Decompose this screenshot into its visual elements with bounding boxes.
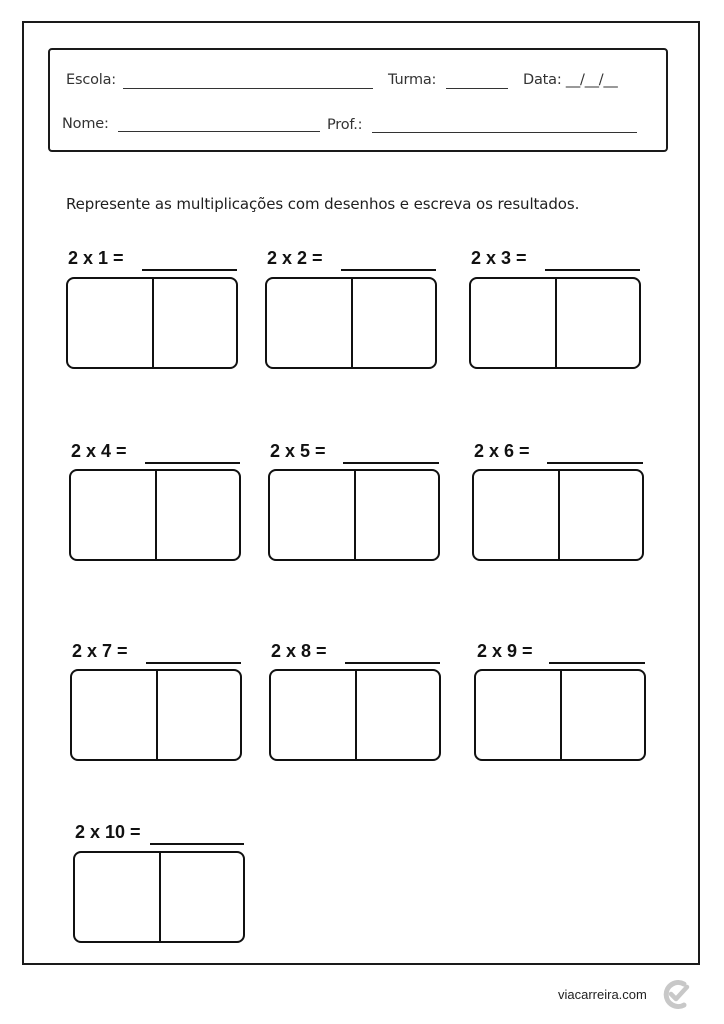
turma-label: Turma: bbox=[388, 72, 437, 88]
exercise-label-1: 2 x 1 = bbox=[68, 248, 124, 268]
answer-line-10[interactable] bbox=[150, 843, 244, 845]
drawing-box-6[interactable] bbox=[472, 469, 644, 561]
drawing-box-1[interactable] bbox=[66, 277, 238, 369]
answer-line-8[interactable] bbox=[345, 662, 440, 664]
answer-line-5[interactable] bbox=[343, 462, 439, 464]
drawing-box-7[interactable] bbox=[70, 669, 242, 761]
answer-line-3[interactable] bbox=[545, 269, 640, 271]
box-divider bbox=[354, 471, 356, 559]
drawing-box-5[interactable] bbox=[268, 469, 440, 561]
turma-field[interactable] bbox=[446, 88, 508, 89]
drawing-box-2[interactable] bbox=[265, 277, 437, 369]
answer-line-2[interactable] bbox=[341, 269, 436, 271]
escola-field[interactable] bbox=[123, 88, 373, 89]
exercise-label-9: 2 x 9 = bbox=[477, 641, 533, 661]
answer-line-6[interactable] bbox=[547, 462, 643, 464]
exercise-label-8: 2 x 8 = bbox=[271, 641, 327, 661]
answer-line-1[interactable] bbox=[142, 269, 237, 271]
drawing-box-3[interactable] bbox=[469, 277, 641, 369]
drawing-box-10[interactable] bbox=[73, 851, 245, 943]
exercise-label-3: 2 x 3 = bbox=[471, 248, 527, 268]
nome-field[interactable] bbox=[118, 131, 320, 132]
exercise-label-2: 2 x 2 = bbox=[267, 248, 323, 268]
prof-field[interactable] bbox=[372, 132, 637, 133]
drawing-box-4[interactable] bbox=[69, 469, 241, 561]
data-label: Data: __/__/__ bbox=[523, 72, 618, 88]
check-c-logo-icon bbox=[660, 978, 692, 1010]
exercise-label-10: 2 x 10 = bbox=[75, 822, 141, 842]
prof-label: Prof.: bbox=[327, 117, 363, 133]
answer-line-9[interactable] bbox=[549, 662, 645, 664]
footer-site-link[interactable]: viacarreira.com bbox=[558, 987, 647, 1002]
exercise-label-6: 2 x 6 = bbox=[474, 441, 530, 461]
box-divider bbox=[156, 671, 158, 759]
nome-label: Nome: bbox=[62, 116, 109, 132]
exercise-label-5: 2 x 5 = bbox=[270, 441, 326, 461]
drawing-box-9[interactable] bbox=[474, 669, 646, 761]
box-divider bbox=[355, 671, 357, 759]
box-divider bbox=[560, 671, 562, 759]
box-divider bbox=[159, 853, 161, 941]
escola-label: Escola: bbox=[66, 72, 116, 88]
drawing-box-8[interactable] bbox=[269, 669, 441, 761]
box-divider bbox=[152, 279, 154, 367]
box-divider bbox=[555, 279, 557, 367]
answer-line-7[interactable] bbox=[146, 662, 241, 664]
exercise-label-7: 2 x 7 = bbox=[72, 641, 128, 661]
answer-line-4[interactable] bbox=[145, 462, 240, 464]
instruction-text: Represente as multiplicações com desenhos e escreva os resultados. bbox=[66, 195, 580, 213]
box-divider bbox=[155, 471, 157, 559]
student-info-box bbox=[48, 48, 668, 152]
box-divider bbox=[558, 471, 560, 559]
exercise-label-4: 2 x 4 = bbox=[71, 441, 127, 461]
box-divider bbox=[351, 279, 353, 367]
